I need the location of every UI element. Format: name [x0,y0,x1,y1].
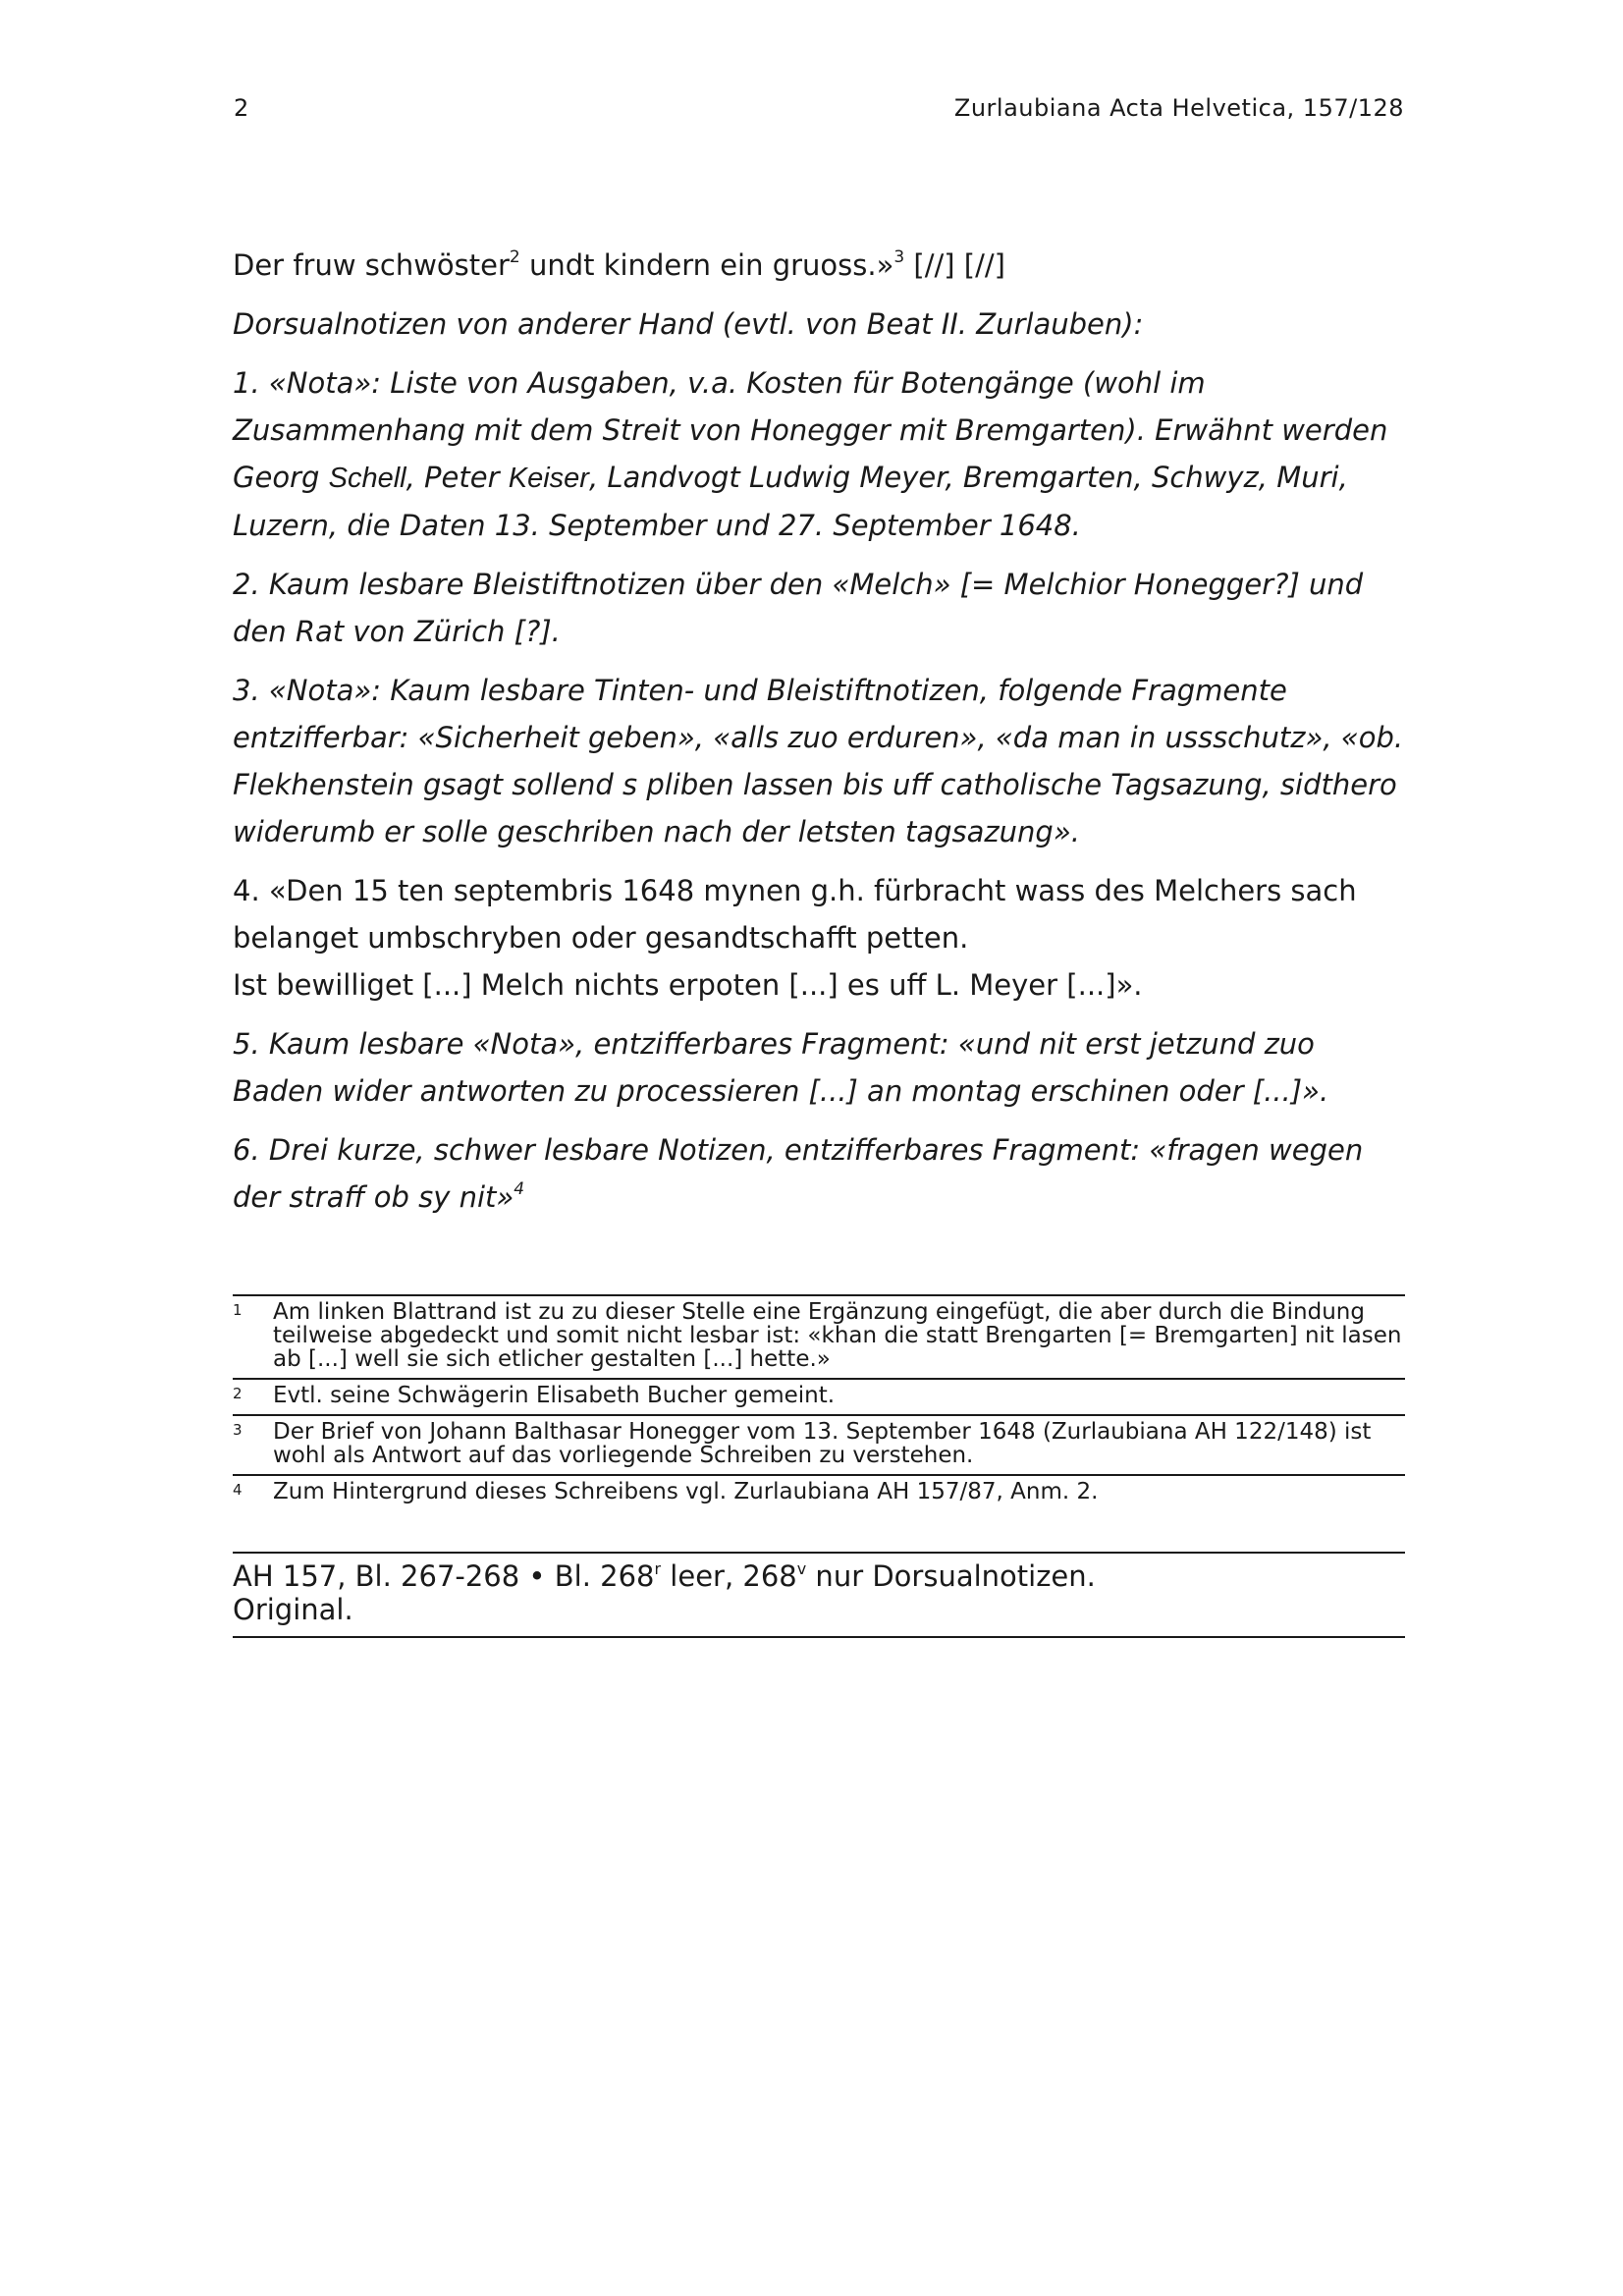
footnote-number: 3 [233,1421,243,1439]
footnote-number: 1 [233,1301,243,1319]
note-1 [233,359,1411,549]
running-head: Zurlaubiana Acta Helvetica, 157/128 [953,94,1404,122]
footnote [233,1414,1405,1474]
footnote-ref-3[interactable]: 3 [893,247,905,267]
source-line-2: Original. [233,1593,353,1626]
closing-text-mid: undt kindern ein gruoss.» [519,248,894,282]
closing-line [233,242,1411,289]
footnote-text: Der Brief von Johann Balthasar Honegger vom 13. September 1648 (Zurlaubiana AH 122/148) ist wohl als Antwort auf das vorliegende Schreiben zu verstehen. [273,1419,1372,1468]
page-number: 2 [234,94,249,122]
note-2: 2. Kaum lesbare Bleistiftnotizen über den «Melch» [= Melchior Honegger?] und den Rat von Zürich [?]. [233,568,1364,648]
source-line-1 [233,1559,1405,1593]
dorsual-heading: Dorsualnotizen von anderer Hand (evtl. von Beat II. Zurlauben): [233,307,1144,341]
body-text [233,242,1411,1232]
footnote [233,1294,1405,1378]
source-text-c: nur Dorsualnotizen. [806,1559,1096,1593]
note-5: 5. Kaum lesbare «Nota», entzifferbares Fragment: «und nit erst jetzund zuo Baden wider antworten zu processieren [...] an montag erschinen oder [...]». [233,1027,1329,1108]
footnote-number: 4 [233,1481,243,1499]
note-4-line-2: Ist bewilliget [...] Melch nichts erpoten [...] es uff L. Meyer [...]». [233,968,1143,1002]
source-text-a: AH 157, Bl. 267-268 • Bl. 268 [233,1559,655,1593]
footnote [233,1474,1405,1510]
source-note [233,1552,1405,1638]
closing-text-end: [//] [//] [904,248,1005,282]
note-6-text: 6. Drei kurze, schwer lesbare Notizen, entzifferbares Fragment: «fragen wegen der straff ob sy nit» [233,1133,1364,1214]
note-1-text-a: 1. «Nota»: Liste von Ausgaben, v.a. Kosten für Botengänge (wohl im Zusammenhang mit dem Streit von Honegger mit Bremgarten). Erwähnt werden Georg [233,366,1388,494]
footnote-number: 2 [233,1385,243,1402]
note-1-text-b: , Peter [406,461,509,494]
footnote-text: Am linken Blattrand ist zu zu dieser Stelle eine Ergänzung eingefügt, die aber durch die Bindung teilweise abgedeckt und somit nicht lesbar ist: «khan die statt Brengarten [= Bremgarten] nit lasen ab [...] well sie sich etlicher gestalten [...] hette.» [273,1299,1402,1372]
footnote-text: Zum Hintergrund dieses Schreibens vgl. Zurlaubiana AH 157/87, Anm. 2. [273,1479,1099,1504]
name-keiser: Keiser [508,463,589,494]
note-1-text-c: , Landvogt Ludwig Meyer, Bremgarten, Schwyz, Muri, Luzern, die Daten 13. September und 27. September 1648. [233,461,1348,542]
footnote-ref-4[interactable]: 4 [514,1179,525,1199]
recto-mark: r [654,1559,662,1578]
footnotes [233,1294,1405,1510]
note-4 [233,867,1411,1009]
footnote [233,1378,1405,1414]
source-text-b: leer, 268 [661,1559,797,1593]
closing-text: Der fruw schwöster [233,248,510,282]
footnote-text: Evtl. seine Schwägerin Elisabeth Bucher gemeint. [273,1383,836,1408]
footnote-ref-2[interactable]: 2 [509,247,520,267]
name-schell: Schell [328,463,406,494]
note-6 [233,1126,1411,1221]
note-4-line-1: 4. «Den 15 ten septembris 1648 mynen g.h. fürbracht wass des Melchers sach belanget umbschryben oder gesandtschafft petten. [233,874,1357,955]
note-3: 3. «Nota»: Kaum lesbare Tinten- und Bleistiftnotizen, folgende Fragmente entzifferbar: «Sicherheit geben», «alls zuo erduren», «da man in ussschutz», «ob. Flekhenstein gsagt sollend s pliben lassen bis uff catholische Tagsazung, sidthero widerumb er solle geschriben nach der letsten tagsazung». [233,674,1404,848]
verso-mark: v [796,1559,807,1578]
